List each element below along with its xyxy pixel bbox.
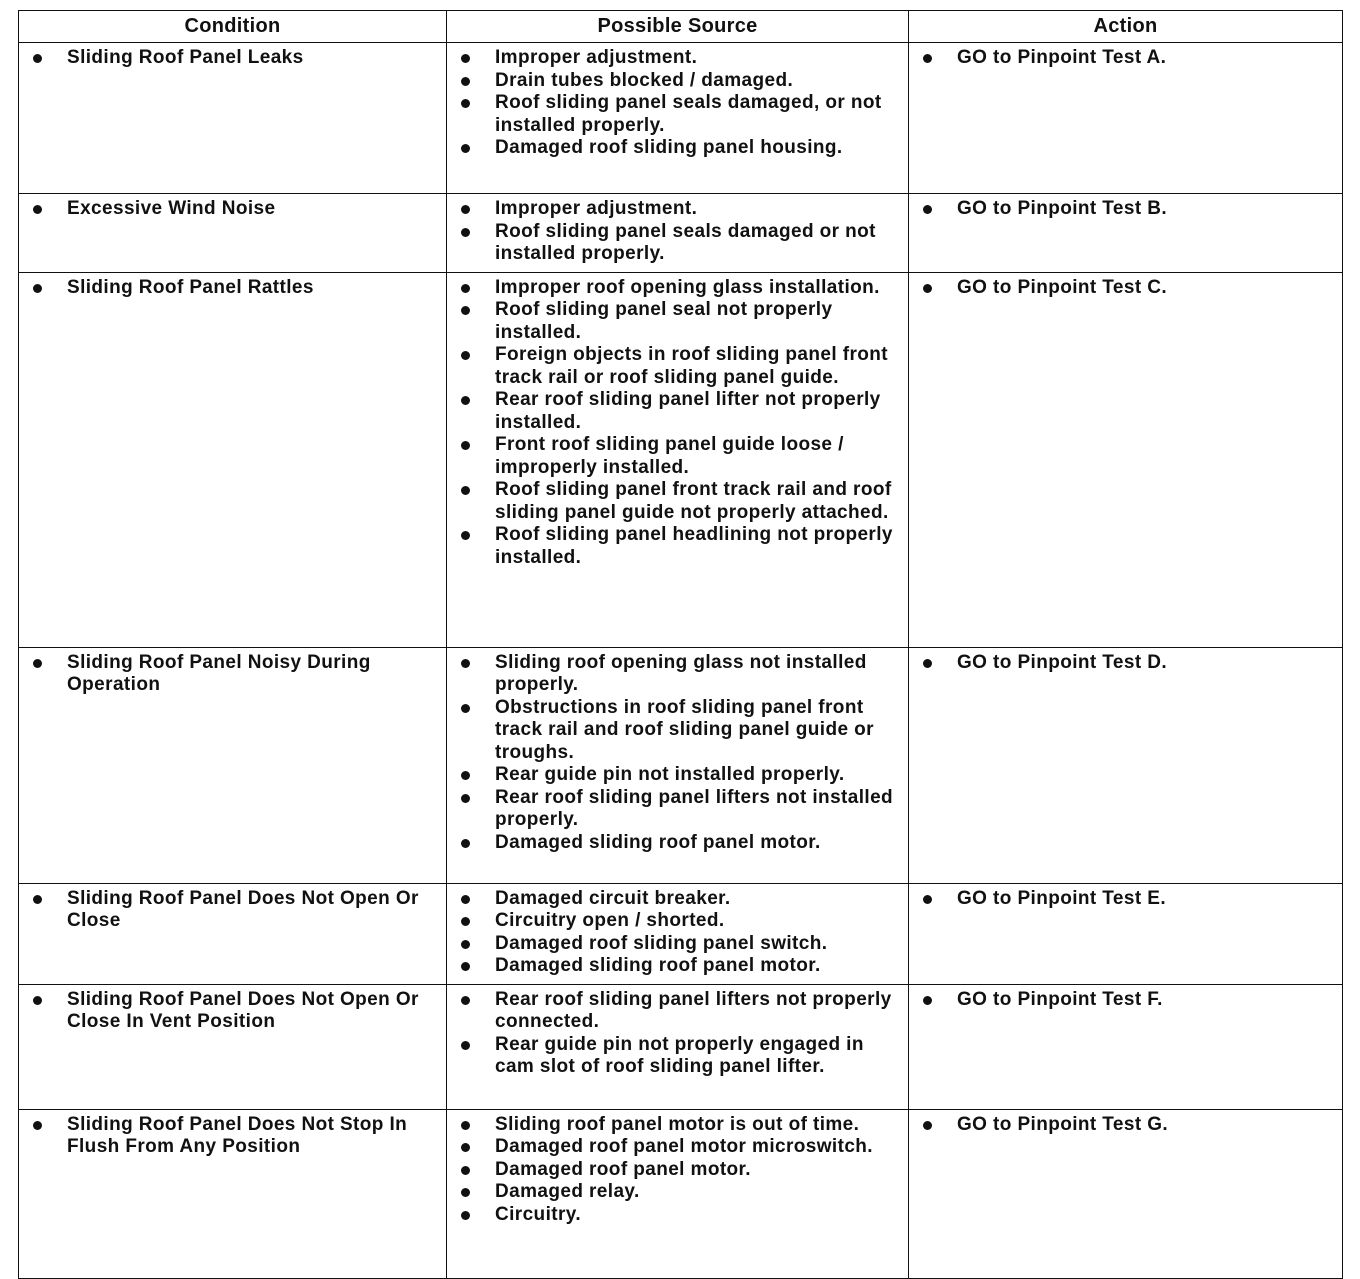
action-cell [909,647,1343,883]
condition-cell [19,647,447,883]
symptom-chart-table [18,10,1343,1279]
source-item: Improper roof opening glass installation. [455,277,900,300]
source-item: Roof sliding panel seals damaged or not installed properly. [455,221,900,266]
condition-header: Condition [19,11,447,43]
table-row [19,647,1343,883]
source-list [455,47,900,160]
source-item: Damaged roof sliding panel switch. [455,933,900,956]
condition-text: Sliding Roof Panel Noisy During Operation [27,652,438,697]
condition-text: Sliding Roof Panel Does Not Open Or Close [27,888,438,933]
condition-text: Sliding Roof Panel Does Not Open Or Close In Vent Position [27,989,438,1034]
source-item: Circuitry. [455,1204,900,1227]
source-item: Improper adjustment. [455,198,900,221]
possible-source-header: Possible Source [447,11,909,43]
pinpoint-test-action: GO to Pinpoint Test A. [917,47,1334,70]
source-item: Drain tubes blocked / damaged. [455,70,900,93]
condition-cell [19,883,447,984]
pinpoint-test-action: GO to Pinpoint Test B. [917,198,1334,221]
condition-cell [19,43,447,194]
pinpoint-test-action: GO to Pinpoint Test G. [917,1114,1334,1137]
condition-text: Excessive Wind Noise [27,198,438,221]
condition-cell [19,1109,447,1278]
source-item: Rear roof sliding panel lifters not properly connected. [455,989,900,1034]
action-cell [909,883,1343,984]
source-item: Damaged roof panel motor microswitch. [455,1136,900,1159]
source-item: Damaged sliding roof panel motor. [455,832,900,855]
source-item: Damaged circuit breaker. [455,888,900,911]
diagnosis-table-page [18,10,1342,1279]
source-item: Rear roof sliding panel lifter not properly installed. [455,389,900,434]
source-item: Roof sliding panel front track rail and roof sliding panel guide not properly attached. [455,479,900,524]
action-cell [909,194,1343,273]
possible-source-cell [447,1109,909,1278]
table-row [19,984,1343,1109]
source-item: Rear guide pin not installed properly. [455,764,900,787]
condition-cell [19,194,447,273]
source-item: Obstructions in roof sliding panel front track rail and roof sliding panel guide or troughs. [455,697,900,765]
possible-source-cell [447,647,909,883]
source-item: Foreign objects in roof sliding panel front track rail or roof sliding panel guide. [455,344,900,389]
source-item: Improper adjustment. [455,47,900,70]
action-cell [909,984,1343,1109]
action-cell [909,272,1343,647]
source-item: Damaged roof panel motor. [455,1159,900,1182]
possible-source-cell [447,43,909,194]
action-cell [909,1109,1343,1278]
table-row [19,272,1343,647]
possible-source-cell [447,194,909,273]
table-row [19,43,1343,194]
source-item: Damaged sliding roof panel motor. [455,955,900,978]
source-list [455,989,900,1079]
possible-source-cell [447,883,909,984]
table-row [19,1109,1343,1278]
table-row [19,883,1343,984]
pinpoint-test-action: GO to Pinpoint Test C. [917,277,1334,300]
source-item: Front roof sliding panel guide loose / improperly installed. [455,434,900,479]
condition-text: Sliding Roof Panel Does Not Stop In Flush From Any Position [27,1114,438,1159]
source-list [455,198,900,266]
source-item: Roof sliding panel seal not properly installed. [455,299,900,344]
header-row [19,11,1343,43]
condition-text: Sliding Roof Panel Leaks [27,47,438,70]
source-list [455,277,900,570]
pinpoint-test-action: GO to Pinpoint Test E. [917,888,1334,911]
condition-text: Sliding Roof Panel Rattles [27,277,438,300]
source-item: Damaged roof sliding panel housing. [455,137,900,160]
pinpoint-test-action: GO to Pinpoint Test D. [917,652,1334,675]
source-item: Rear guide pin not properly engaged in cam slot of roof sliding panel lifter. [455,1034,900,1079]
source-item: Rear roof sliding panel lifters not installed properly. [455,787,900,832]
source-item: Damaged relay. [455,1181,900,1204]
action-cell [909,43,1343,194]
action-header: Action [909,11,1343,43]
source-item: Circuitry open / shorted. [455,910,900,933]
source-item: Roof sliding panel headlining not properly installed. [455,524,900,569]
condition-cell [19,272,447,647]
pinpoint-test-action: GO to Pinpoint Test F. [917,989,1334,1012]
source-list [455,888,900,978]
possible-source-cell [447,272,909,647]
source-item: Sliding roof opening glass not installed properly. [455,652,900,697]
possible-source-cell [447,984,909,1109]
source-list [455,1114,900,1227]
condition-cell [19,984,447,1109]
table-row [19,194,1343,273]
source-item: Sliding roof panel motor is out of time. [455,1114,900,1137]
source-item: Roof sliding panel seals damaged, or not installed properly. [455,92,900,137]
source-list [455,652,900,855]
